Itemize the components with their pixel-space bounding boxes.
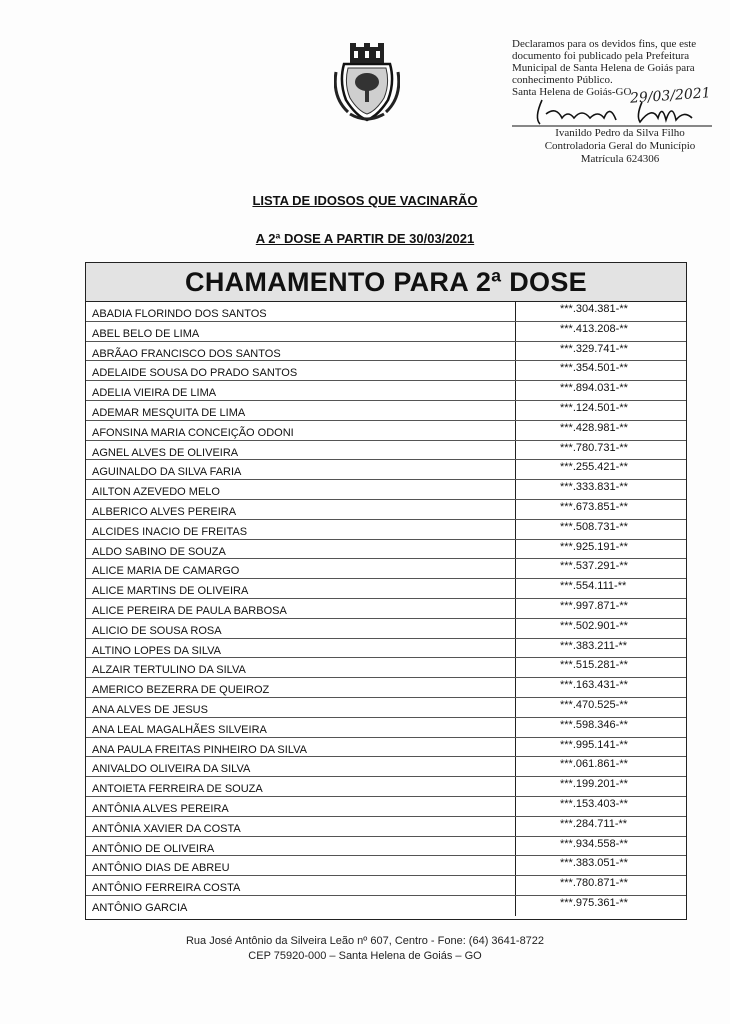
coat-of-arms-icon [334,42,400,122]
table-row [86,817,686,837]
signer-name: Ivanildo Pedro da Silva Filho [555,127,685,139]
table-row [86,856,686,876]
table-row [86,322,686,342]
person-name-cell: ABADIA FLORINDO DOS SANTOS [86,302,516,321]
person-name-cell: ALICE PEREIRA DE PAULA BARBOSA [86,599,516,618]
cpf-cell: ***.153.403-** [560,797,628,810]
cpf-cell: ***.780.731-** [560,441,628,454]
person-name-cell: ALBERICO ALVES PEREIRA [86,500,516,519]
cpf-cell: ***.413.208-** [560,322,628,335]
footer-address: Rua José Antônio da Silveira Leão nº 607, Centro - Fone: (64) 3641-8722 [185,935,545,947]
cpf-cell: ***.383.211-** [560,639,628,652]
person-name-cell: ABEL BELO DE LIMA [86,322,516,341]
cpf-cell: ***.502.901-** [560,619,628,632]
table-row [86,381,686,401]
cpf-cell: ***.598.346-** [560,718,628,731]
table-body [86,302,686,916]
person-name-cell: ANTÔNIA XAVIER DA COSTA [86,817,516,836]
cpf-cell: ***.995.141-** [560,738,628,751]
cpf-cell: ***.255.421-** [560,461,628,474]
footer-cep: CEP 75920-000 – Santa Helena de Goiás – GO [248,950,482,962]
table-row [86,460,686,480]
cpf-cell: ***.329.741-** [560,342,628,355]
table-row [86,837,686,857]
table-row [86,599,686,619]
person-name-cell: ALTINO LOPES DA SILVA [86,639,516,658]
table-row [86,401,686,421]
table-row [86,540,686,560]
table-row [86,559,686,579]
cpf-cell: ***.537.291-** [560,560,628,573]
table-row [86,579,686,599]
cpf-cell: ***.997.871-** [560,599,628,612]
signer-role: Controladoria Geral do Município [544,140,696,152]
cpf-cell: ***.199.201-** [560,778,628,791]
cpf-cell: ***.383.051-** [560,857,628,870]
declaration-place: Santa Helena de Goiás-GO [512,86,632,98]
person-name-cell: AMERICO BEZERRA DE QUEIROZ [86,678,516,697]
person-name-cell: ALICE MARIA DE CAMARGO [86,559,516,578]
declaration-line: Declaramos para os devidos fins, que este [512,38,697,50]
cpf-cell: ***.975.361-** [560,896,628,909]
table-row [86,896,686,916]
cpf-cell: ***.925.191-** [560,540,628,553]
person-name-cell: AGUINALDO DA SILVA FARIA [86,460,516,479]
person-name-cell: ADELAIDE SOUSA DO PRADO SANTOS [86,361,516,380]
table-row [86,342,686,362]
table-row [86,757,686,777]
table-row [86,361,686,381]
person-name-cell: ALDO SABINO DE SOUZA [86,540,516,559]
cpf-cell: ***.163.431-** [560,679,628,692]
person-name-cell: ALICIO DE SOUSA ROSA [86,619,516,638]
signer-block [530,127,710,166]
person-name-cell: ADEMAR MESQUITA DE LIMA [86,401,516,420]
person-name-cell: ABRÃAO FRANCISCO DOS SANTOS [86,342,516,361]
cpf-cell: ***.780.871-** [560,877,628,890]
person-name-cell: ALICE MARTINS DE OLIVEIRA [86,579,516,598]
cpf-cell: ***.894.031-** [560,382,628,395]
cpf-cell: ***.304.381-** [560,303,628,315]
signer-registration: Matrícula 624306 [580,153,660,165]
person-name-cell: AGNEL ALVES DE OLIVEIRA [86,441,516,460]
cpf-cell: ***.428.981-** [560,421,628,434]
cpf-cell: ***.934.558-** [560,837,628,850]
cpf-cell: ***.470.525-** [560,698,628,711]
cpf-cell: ***.333.831-** [560,481,628,494]
person-name-cell: ANTÔNIA ALVES PEREIRA [86,797,516,816]
cpf-cell: ***.124.501-** [560,401,628,414]
table-row [86,480,686,500]
handwritten-date: 29/03/2021 [629,85,712,107]
person-name-cell: ADELIA VIEIRA DE LIMA [86,381,516,400]
person-name-cell: ANTÔNIO GARCIA [86,896,516,916]
cpf-cell: ***.284.711-** [560,817,628,830]
cpf-cell: ***.673.851-** [560,500,628,513]
person-name-cell: ANA PAULA FREITAS PINHEIRO DA SILVA [86,738,516,757]
person-name-cell: ALZAIR TERTULINO DA SILVA [86,658,516,677]
person-name-cell: ANTÔNIO FERREIRA COSTA [86,876,516,895]
person-name-cell: ANA LEAL MAGALHÃES SILVEIRA [86,718,516,737]
list-title: LISTA DE IDOSOS QUE VACINARÃO [252,193,478,208]
list-subtitle: A 2ª DOSE A PARTIR DE 30/03/2021 [255,231,475,246]
person-name-cell: ALCIDES INACIO DE FREITAS [86,520,516,539]
person-name-cell: AFONSINA MARIA CONCEIÇÃO ODONI [86,421,516,440]
cpf-cell: ***.354.501-** [560,362,628,375]
table-row [86,797,686,817]
table-row [86,876,686,896]
table-row [86,678,686,698]
person-name-cell: ANTÔNIO DIAS DE ABREU [86,856,516,875]
cpf-cell: ***.508.731-** [560,520,628,533]
table-row [86,421,686,441]
cpf-cell: ***.554.111-** [560,580,627,593]
declaration-line: documento foi publicado pela Prefeitura [512,50,690,62]
person-name-cell: ANTÔNIO DE OLIVEIRA [86,837,516,856]
table-row [86,738,686,758]
table-row [86,441,686,461]
declaration-line: conhecimento Público. [512,74,613,86]
table-row [86,718,686,738]
table-header: CHAMAMENTO PARA 2ª DOSE [86,263,686,302]
table-row [86,619,686,639]
person-name-cell: ANA ALVES DE JESUS [86,698,516,717]
table-row [86,639,686,659]
table-row [86,520,686,540]
person-name-cell: ANIVALDO OLIVEIRA DA SILVA [86,757,516,776]
table-row [86,500,686,520]
declaration-line: Municipal de Santa Helena de Goiás para [512,62,695,74]
table-row [86,777,686,797]
vaccination-table [85,262,687,920]
table-row [86,302,686,322]
cpf-cell: ***.061.861-** [560,758,628,771]
person-name-cell: ANTOIETA FERREIRA DE SOUZA [86,777,516,796]
person-name-cell: AILTON AZEVEDO MELO [86,480,516,499]
cpf-cell: ***.515.281-** [560,659,628,672]
table-row [86,698,686,718]
table-row [86,658,686,678]
